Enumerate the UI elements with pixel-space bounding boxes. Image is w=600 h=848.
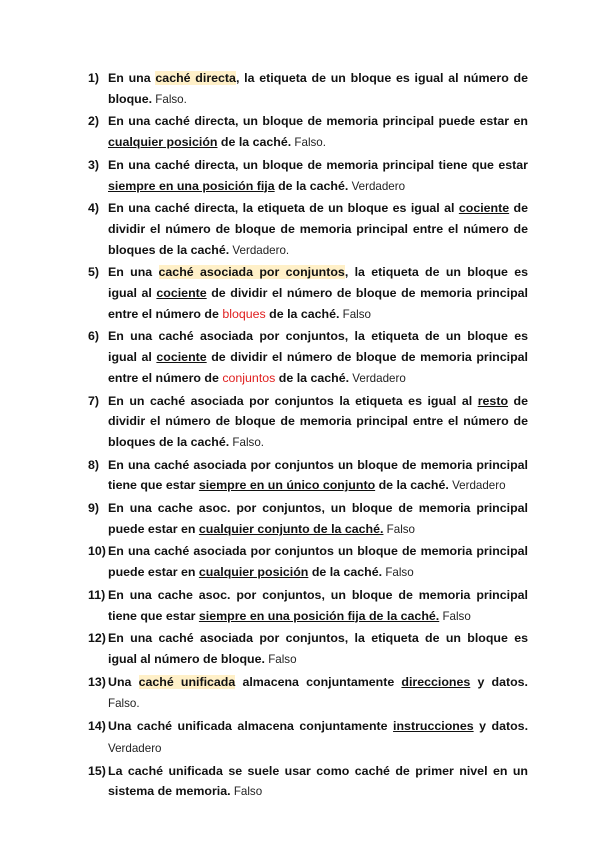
underlined-term: cualquier posición: [198, 565, 309, 580]
question-text: [108, 764, 528, 799]
text-segment: , la etiqueta de un bloque es igual al: [108, 265, 529, 301]
text-segment: almacena conjuntamente: [235, 674, 402, 689]
question-item-13: [88, 672, 528, 715]
text-segment: de la caché.: [274, 178, 349, 193]
question-text: [108, 458, 528, 493]
text-segment: de la caché.: [308, 565, 383, 580]
question-number: 15): [88, 763, 106, 778]
question-number: 1): [88, 71, 100, 85]
question-item-5: [88, 262, 528, 325]
question-text: [108, 201, 528, 256]
text-segment: Una caché unificada almacena conjuntamente: [108, 719, 394, 734]
underlined-term: cualquier conjunto de la caché.: [198, 521, 384, 536]
question-number: 6): [88, 329, 100, 344]
question-number: 13): [88, 674, 106, 689]
answer-label: Falso: [264, 652, 297, 666]
underlined-term: cualquier posición: [108, 135, 218, 150]
answer-label: Falso.: [229, 435, 264, 449]
underlined-term: cociente: [458, 201, 510, 216]
question-text: [108, 501, 528, 536]
question-item-4: [88, 198, 528, 261]
text-segment: La caché unificada se suele usar como caché de primer nivel en un sistema de memoria.: [108, 763, 528, 799]
text-segment: de dividir el número de bloque de memoria principal entre el número de: [108, 350, 528, 385]
highlighted-term: caché asociada por conjuntos: [158, 265, 345, 280]
text-segment: y datos.: [473, 719, 529, 734]
text-segment: , la etiqueta de un bloque es igual al número de bloque.: [108, 71, 528, 106]
question-number: 2): [88, 114, 100, 129]
underlined-term: cociente: [156, 286, 207, 301]
text-segment: Una: [108, 674, 139, 689]
text-segment: En una: [108, 71, 156, 85]
underlined-term: instrucciones: [393, 719, 474, 734]
answer-label: Falso.: [291, 136, 326, 150]
question-text: [108, 675, 528, 711]
question-number: 11): [88, 587, 106, 602]
text-segment: En una caché directa, un bloque de memoria principal tiene que estar: [108, 157, 528, 172]
question-text: [108, 394, 528, 449]
question-text: [108, 719, 528, 755]
red-term: bloques: [222, 306, 266, 321]
text-segment: En una cache asoc. por conjuntos, un bloque de memoria principal tiene que estar: [108, 587, 528, 623]
text-segment: En una caché directa, un bloque de memoria principal puede estar en: [108, 114, 528, 129]
question-text: [108, 544, 528, 579]
question-number: 5): [88, 265, 100, 280]
answer-label: Falso: [383, 522, 416, 536]
question-item-8: [88, 455, 528, 497]
question-item-2: [88, 111, 528, 153]
answer-label: Falso: [382, 566, 414, 580]
text-segment: En una: [108, 265, 159, 280]
text-segment: de dividir el número de bloque de memoria principal entre el número de bloques de la caché.: [108, 393, 528, 449]
question-number: 14): [88, 719, 106, 734]
answer-label: Falso.: [108, 697, 140, 711]
answer-label: Verdadero: [349, 371, 406, 385]
text-segment: de la caché.: [265, 306, 340, 321]
question-item-1: [88, 68, 528, 110]
text-segment: de dividir el número de bloque de memoria principal entre el número de bloques de la caché.: [108, 201, 528, 257]
text-segment: de la caché.: [275, 370, 350, 385]
answer-label: Falso: [439, 609, 471, 623]
answer-label: Falso: [230, 785, 263, 799]
question-number: 9): [88, 501, 100, 516]
question-item-3: [88, 155, 528, 197]
underlined-term: cociente: [156, 350, 207, 365]
red-term: conjuntos: [222, 370, 276, 385]
question-text: [108, 158, 528, 193]
question-item-7: [88, 391, 528, 454]
question-number: 7): [88, 393, 100, 408]
text-segment: En una caché asociada por conjuntos, la etiqueta de un bloque es igual al: [108, 329, 528, 365]
question-number: 10): [88, 544, 106, 559]
question-text: [108, 114, 528, 149]
question-text: [108, 588, 528, 623]
question-item-10: [88, 541, 528, 583]
question-text: [108, 265, 528, 320]
question-number: 3): [88, 157, 100, 172]
question-item-9: [88, 498, 528, 540]
answer-label: Falso.: [152, 92, 187, 106]
question-number: 8): [88, 457, 100, 472]
underlined-term: siempre en una posición fija: [108, 178, 275, 193]
question-text: [108, 329, 528, 384]
underlined-term: direcciones: [401, 674, 471, 689]
question-text: [108, 71, 528, 106]
highlighted-term: caché directa: [155, 71, 236, 85]
question-item-12: [88, 628, 528, 670]
text-segment: de la caché.: [375, 478, 449, 493]
text-segment: En una cache asoc. por conjuntos, un bloque de memoria principal puede estar en: [108, 501, 528, 536]
text-segment: y datos.: [470, 674, 529, 689]
question-item-11: [88, 585, 528, 627]
underlined-term: siempre en una posición fija de la caché.: [198, 608, 440, 623]
question-item-14: [88, 716, 528, 759]
question-list: [88, 68, 528, 804]
highlighted-term: caché unificada: [138, 674, 236, 689]
text-segment: En una caché asociada por conjuntos un bloque de memoria principal puede estar en: [108, 544, 528, 580]
question-item-6: [88, 326, 528, 389]
text-segment: En un caché asociada por conjuntos la etiqueta es igual al: [108, 393, 478, 408]
answer-label: Verdadero: [348, 179, 406, 193]
answer-label: Verdadero.: [229, 243, 290, 257]
question-number: 12): [88, 631, 106, 646]
text-segment: de dividir el número de bloque de memoria principal entre el número de: [108, 286, 528, 321]
text-segment: En una caché asociada por conjuntos, la etiqueta de un bloque es igual al número de bloque.: [108, 631, 528, 666]
underlined-term: resto: [477, 393, 509, 408]
text-segment: En una caché directa, la etiqueta de un bloque es igual al: [108, 201, 459, 216]
question-item-15: [88, 761, 528, 803]
answer-label: Falso: [339, 307, 371, 321]
text-segment: de la caché.: [217, 135, 292, 150]
answer-label: Verdadero: [108, 741, 162, 755]
question-number: 4): [88, 201, 100, 216]
text-segment: En una caché asociada por conjuntos un bloque de memoria principal tiene que estar: [108, 457, 528, 493]
question-text: [108, 631, 528, 666]
underlined-term: siempre en un único conjunto: [198, 478, 376, 493]
answer-label: Verdadero: [448, 479, 506, 493]
